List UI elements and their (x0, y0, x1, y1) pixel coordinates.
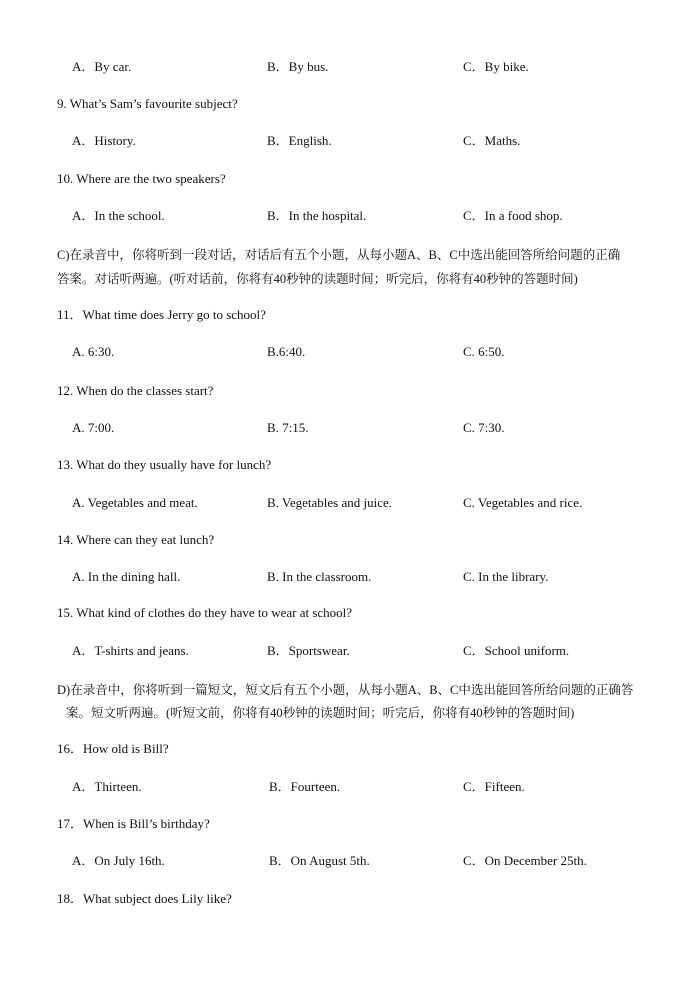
question-text: 12. When do the classes start? (57, 383, 214, 398)
question-text: 11．What time does Jerry go to school? (57, 307, 266, 322)
answer-option: C. In the library. (463, 569, 549, 584)
question-text: 13. What do they usually have for lunch? (57, 457, 272, 472)
answer-option: A. 7:00. (72, 420, 115, 435)
answer-option: B. 7:15. (267, 420, 309, 435)
answer-option: B．English. (267, 133, 332, 148)
answer-option: A．By car. (72, 59, 132, 74)
answer-option: B．In the hospital. (267, 208, 367, 223)
question-text: 10. Where are the two speakers? (57, 171, 226, 186)
section-instruction: 案。短文听两遍。(听短文前，你将有40秒钟的读题时间；听完后，你将有40秒钟的答题时间) (66, 706, 575, 720)
answer-option: A. 6:30. (72, 344, 115, 359)
answer-option: C．School uniform. (463, 643, 570, 658)
answer-option: C．Maths. (463, 133, 521, 148)
section-instruction: D)在录音中，你将听到一篇短文，短文后有五个小题，从每小题A、B、C中选出能回答所给问题的正确答 (57, 683, 634, 697)
answer-option: C．On December 25th. (463, 853, 587, 868)
answer-option: B．By bus. (267, 59, 329, 74)
answer-option: C．Fifteen. (463, 779, 525, 794)
answer-option: C. Vegetables and rice. (463, 495, 583, 510)
section-instruction: C)在录音中，你将听到一段对话，对话后有五个小题，从每小题A、B、C中选出能回答所给问题的正确 (57, 248, 621, 262)
question-text: 14. Where can they eat lunch? (57, 532, 215, 547)
answer-option: B. In the classroom. (267, 569, 372, 584)
question-text: 17．When is Bill’s birthday? (57, 816, 210, 831)
answer-option: A．In the school. (72, 208, 165, 223)
answer-option: B．On August 5th. (269, 853, 370, 868)
answer-option: A．Thirteen. (72, 779, 142, 794)
answer-option: C．By bike. (463, 59, 529, 74)
answer-option: B．Sportswear. (267, 643, 350, 658)
answer-option: A. Vegetables and meat. (72, 495, 198, 510)
question-text: 18．What subject does Lily like? (57, 891, 232, 906)
answer-option: A．T-shirts and jeans. (72, 643, 189, 658)
answer-option: A．History. (72, 133, 136, 148)
section-instruction: 答案。对话听两遍。(听对话前，你将有40秒钟的读题时间；听完后，你将有40秒钟的答题时间) (57, 272, 578, 286)
answer-option: C. 6:50. (463, 344, 505, 359)
question-text: 9. What’s Sam’s favourite subject? (57, 96, 238, 111)
question-text: 15. What kind of clothes do they have to wear at school? (57, 605, 353, 620)
answer-option: C. 7:30. (463, 420, 505, 435)
answer-option: B. Vegetables and juice. (267, 495, 393, 510)
question-text: 16．How old is Bill? (57, 741, 169, 756)
answer-option: C．In a food shop. (463, 208, 563, 223)
answer-option: A. In the dining hall. (72, 569, 181, 584)
answer-option: A．On July 16th. (72, 853, 165, 868)
answer-option: B．Fourteen. (269, 779, 341, 794)
answer-option: B.6:40. (267, 344, 306, 359)
